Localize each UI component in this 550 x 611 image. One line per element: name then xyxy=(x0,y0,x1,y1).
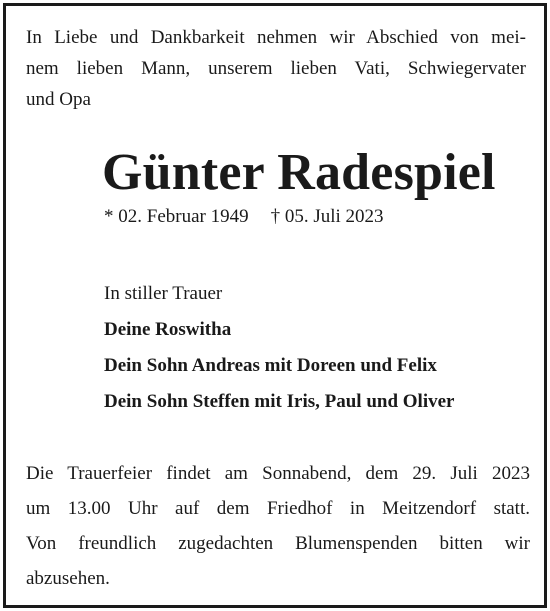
life-dates xyxy=(104,204,384,230)
mourner-name: Dein Sohn Andreas mit Doreen und Felix xyxy=(104,355,437,376)
intro-line: In Liebe und Dankbarkeit nehmen wir Abschied von mei- xyxy=(26,27,526,48)
intro-line: und Opa xyxy=(26,89,91,110)
birth-date: * 02. Februar 1949 xyxy=(104,206,249,227)
closing-line: Die Trauerfeier findet am Sonnabend, dem 29. Juli 2023 xyxy=(26,463,530,484)
mourners-block xyxy=(104,276,454,420)
death-date: † 05. Juli 2023 xyxy=(270,206,384,227)
closing-line: Von freundlich zugedachten Blumenspenden bitten wir xyxy=(26,533,530,554)
closing-text xyxy=(26,456,530,596)
closing-line: abzusehen. xyxy=(26,568,110,589)
deceased-name: Günter Radespiel xyxy=(102,144,496,201)
intro-line: nem lieben Mann, unserem lieben Vati, Schwiegervater xyxy=(26,58,526,79)
closing-line: um 13.00 Uhr auf dem Friedhof in Meitzendorf statt. xyxy=(26,498,530,519)
mourner-name: Deine Roswitha xyxy=(104,319,232,340)
mourner-name: Dein Sohn Steffen mit Iris, Paul und Oliver xyxy=(104,391,455,412)
mourners-heading: In stiller Trauer xyxy=(104,283,223,304)
intro-text xyxy=(26,22,526,115)
obituary-notice xyxy=(3,3,547,608)
